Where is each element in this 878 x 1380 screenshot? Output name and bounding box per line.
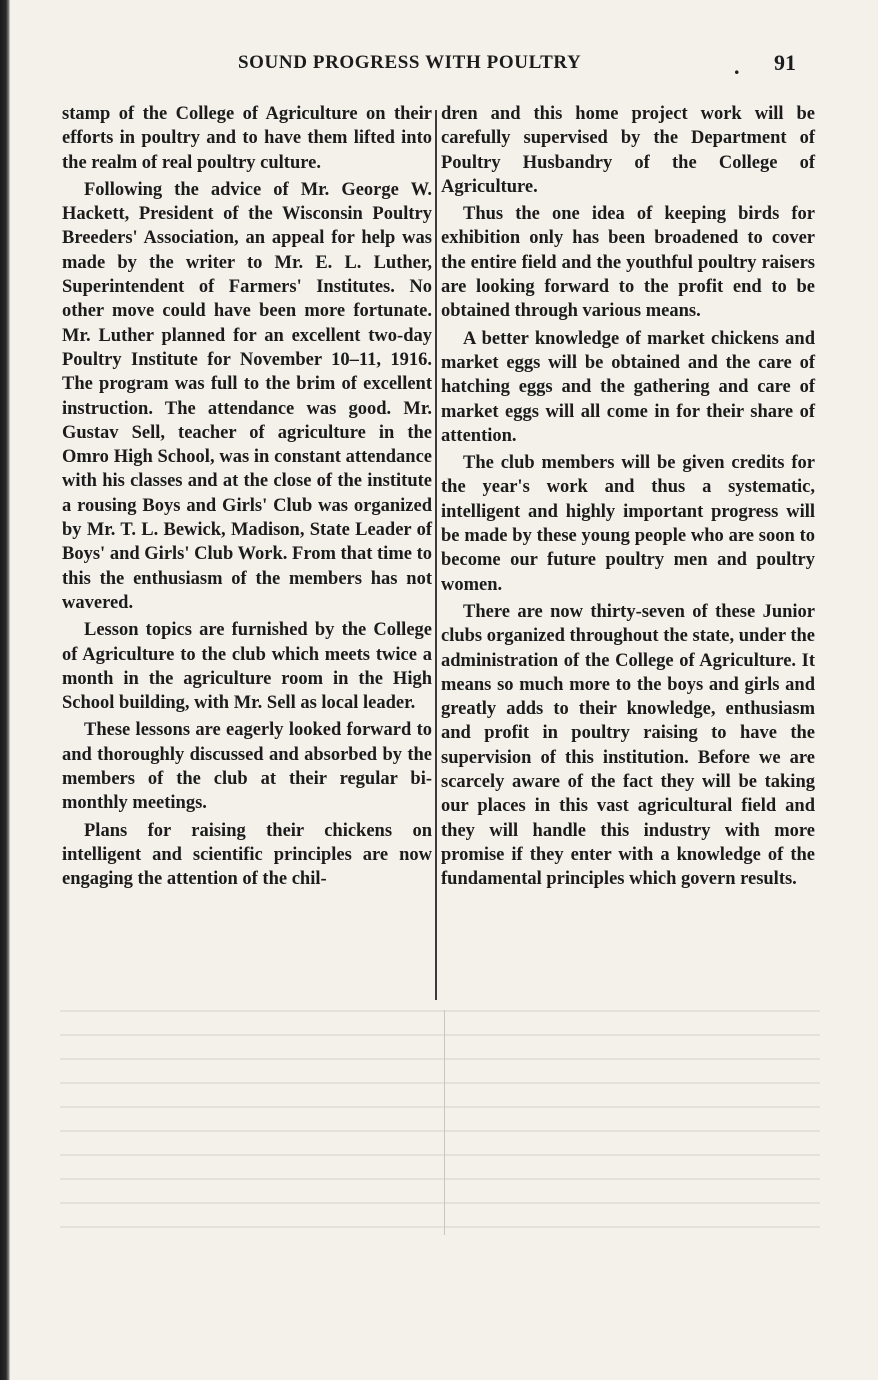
paragraph: Thus the one idea of keeping birds for exhibition only has been broadened to cover the entire field and the youthful poultry raisers are looking forward to the profit end to be obtained through various means.	[441, 204, 815, 322]
paragraph: The club members will be given credits for the year's work and thus a systematic, intelligent and highly important progress will be made by these young people who are soon to become our future poultry men and poultry women.	[441, 453, 815, 595]
show-through-text	[60, 1010, 820, 1240]
right-column	[441, 102, 815, 895]
paragraph: Lesson topics are furnished by the College of Agriculture to the club which meets twice a month in the agriculture room in the High School building, with Mr. Sell as local leader.	[62, 620, 432, 714]
column-divider	[435, 110, 437, 1000]
paragraph: Following the advice of Mr. George W. Hackett, President of the Wisconsin Poultry Breeders' Association, an appeal for help was made by the writer to Mr. E. L. Luther, Superintendent of Farmers' Institutes. No other move could have been more fortunate. Mr. Luther planned for an excellent two-day Poultry Institute for November 10–11, 1916. The program was full to the brim of excellent instruction. The attendance was good. Mr. Gustav Sell, teacher of agriculture in the Omro High School, was in constant attendance with his classes and at the close of the institute a rousing Boys and Girls' Club was organized by Mr. T. L. Bewick, Madison, State Leader of Boys' and Girls' Club Work. From that time to this the enthusiasm of the members has not wavered.	[62, 179, 432, 613]
paragraph: stamp of the College of Agriculture on their efforts in poultry and to have them lifted into the realm of real poultry culture.	[62, 104, 432, 173]
left-column	[62, 102, 432, 895]
paragraph: A better knowledge of market chickens and market eggs will be obtained and the care of hatching eggs and the gathering and care of market eggs will all come in for their share of attention.	[441, 328, 815, 446]
page-number: 91	[774, 50, 796, 75]
paragraph: Plans for raising their chickens on intelligent and scientific principles are now engaging the attention of the chil-	[62, 820, 432, 890]
paragraph: dren and this home project work will be carefully supervised by the Department of Poultry Husbandry of the College of Agriculture.	[441, 104, 815, 197]
running-head-dot: .	[734, 54, 740, 79]
paragraph: These lessons are eagerly looked forward to and thoroughly discussed and absorbed by the members of the club at their regular bi-monthly meetings.	[62, 720, 432, 814]
book-spine-edge	[0, 0, 10, 1380]
paragraph: There are now thirty-seven of these Junior clubs organized throughout the state, under the administration of the College of Agriculture. It means so much more to the boys and girls and greatly adds to their knowledge, enthusiasm and profit in poultry raising to have the supervision of this institution. Before we are scarcely aware of the fact they will be taking our places in this vast agricultural field and they will handle this industry with more promise if they enter with a knowledge of the fundamental principles which govern results.	[441, 601, 815, 890]
running-head-title: SOUND PROGRESS WITH POULTRY	[238, 52, 582, 73]
show-through-divider	[444, 1010, 445, 1235]
